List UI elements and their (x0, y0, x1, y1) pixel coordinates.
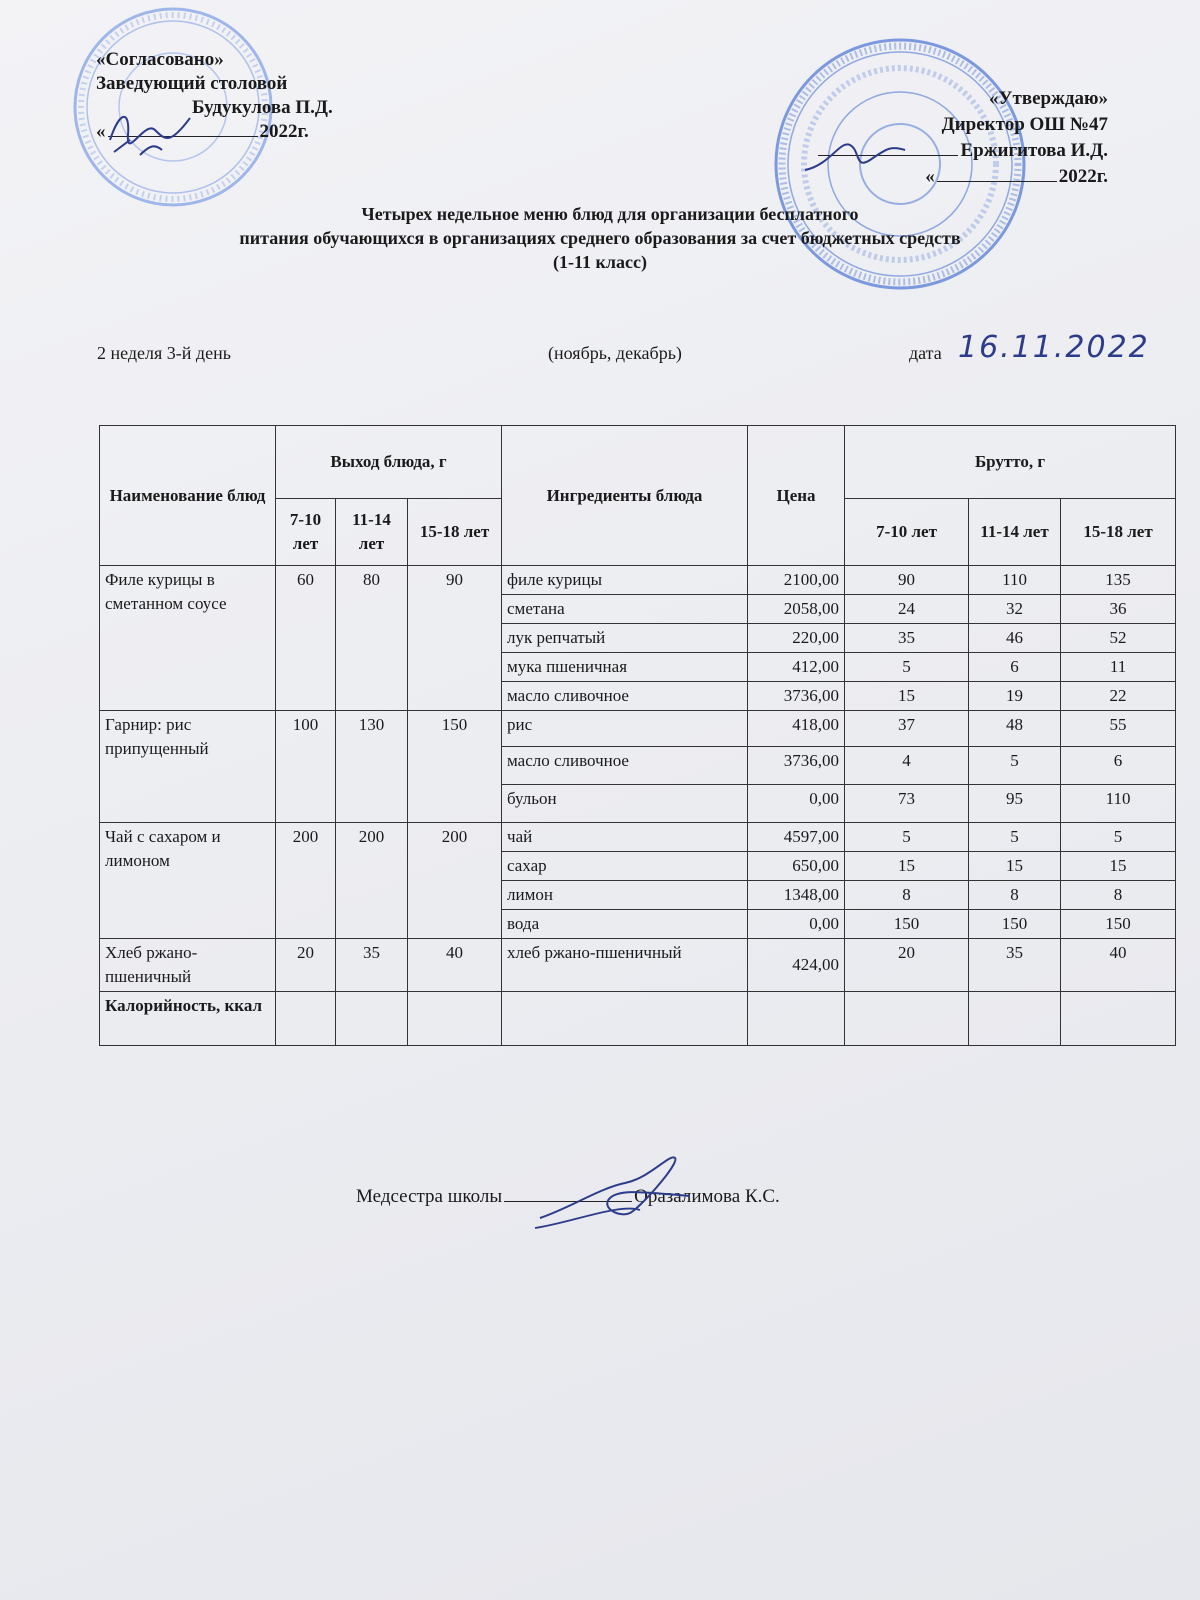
gross-value: 55 (1061, 711, 1176, 747)
ingredient-price: 4597,00 (748, 823, 845, 852)
ingredient-name: лимон (502, 881, 748, 910)
menu-table (99, 425, 1176, 1046)
header-yield-age: 7-10 лет (276, 499, 336, 566)
gross-value: 110 (1061, 785, 1176, 823)
gross-value: 150 (969, 910, 1061, 939)
calories-label: Калорийность, ккал (100, 992, 276, 1046)
yield-value: 60 (276, 566, 336, 711)
empty-cell (336, 992, 408, 1046)
gross-value: 90 (845, 566, 969, 595)
dish-name: Чай с сахаром и лимоном (100, 823, 276, 939)
ingredient-name: филе курицы (502, 566, 748, 595)
table-row (100, 823, 1176, 852)
period: (ноябрь, декабрь) (548, 343, 682, 363)
header-row (100, 426, 1176, 499)
yield-value: 150 (408, 711, 502, 823)
empty-cell (408, 992, 502, 1046)
gross-value: 20 (845, 939, 969, 992)
gross-value: 5 (969, 747, 1061, 785)
empty-cell (1061, 992, 1176, 1046)
gross-value: 35 (845, 624, 969, 653)
approval-name: Будукулова П.Д. (192, 97, 333, 118)
table-row (100, 711, 1176, 747)
header-gross-age: 11-14 лет (969, 499, 1061, 566)
ingredient-price: 424,00 (748, 939, 845, 992)
gross-value: 73 (845, 785, 969, 823)
gross-value: 4 (845, 747, 969, 785)
gross-value: 11 (1061, 653, 1176, 682)
dish-name: Гарнир: рис припущенный (100, 711, 276, 823)
empty-cell (845, 992, 969, 1046)
gross-value: 95 (969, 785, 1061, 823)
left-signature (100, 100, 220, 160)
yield-value: 80 (336, 566, 408, 711)
ingredient-name: бульон (502, 785, 748, 823)
nurse-signature (530, 1148, 700, 1238)
gross-value: 5 (1061, 823, 1176, 852)
yield-value: 35 (336, 939, 408, 992)
header-ingredients: Ингредиенты блюда (502, 426, 748, 566)
gross-value: 32 (969, 595, 1061, 624)
gross-value: 15 (969, 852, 1061, 881)
gross-value: 6 (969, 653, 1061, 682)
gross-value: 15 (1061, 852, 1176, 881)
week-day: 2 неделя 3-й день (97, 343, 231, 363)
header-dish: Наименование блюд (100, 426, 276, 566)
date-quote: « (96, 121, 106, 142)
gross-value: 150 (1061, 910, 1176, 939)
ingredient-price: 0,00 (748, 910, 845, 939)
yield-value: 200 (276, 823, 336, 939)
menu-title (0, 202, 1200, 274)
yield-value: 200 (336, 823, 408, 939)
ingredient-price: 0,00 (748, 785, 845, 823)
yield-value: 130 (336, 711, 408, 823)
approval-name: Ержигитова И.Д. (960, 140, 1108, 161)
header-gross-age: 15-18 лет (1061, 499, 1176, 566)
header-yield: Выход блюда, г (276, 426, 502, 499)
header-yield-age: 15-18 лет (408, 499, 502, 566)
gross-value: 52 (1061, 624, 1176, 653)
gross-value: 8 (1061, 881, 1176, 910)
ingredient-price: 412,00 (748, 653, 845, 682)
gross-value: 8 (969, 881, 1061, 910)
gross-value: 15 (845, 852, 969, 881)
ingredient-name: чай (502, 823, 748, 852)
approval-year: 2022г. (1058, 166, 1108, 187)
ingredient-name: вода (502, 910, 748, 939)
ingredient-name: мука пшеничная (502, 653, 748, 682)
yield-value: 40 (408, 939, 502, 992)
yield-value: 20 (276, 939, 336, 992)
approval-position: Директор ОШ №47 (941, 114, 1108, 135)
ingredient-name: масло сливочное (502, 747, 748, 785)
yield-value: 200 (408, 823, 502, 939)
gross-value: 35 (969, 939, 1061, 992)
empty-cell (502, 992, 748, 1046)
title-line-3: (1-11 класс) (553, 252, 647, 272)
table-row (100, 566, 1176, 595)
gross-value: 5 (969, 823, 1061, 852)
calories-row (100, 992, 1176, 1046)
gross-value: 37 (845, 711, 969, 747)
header-yield-age: 11-14 лет (336, 499, 408, 566)
ingredient-price: 650,00 (748, 852, 845, 881)
ingredient-name: рис (502, 711, 748, 747)
yield-value: 100 (276, 711, 336, 823)
approval-year: 2022г. (259, 121, 309, 142)
gross-value: 6 (1061, 747, 1176, 785)
nurse-name: Оразалимова К.С. (634, 1186, 780, 1207)
ingredient-name: сахар (502, 852, 748, 881)
dish-name: Хлеб ржано-пшеничный (100, 939, 276, 992)
right-signature (800, 130, 910, 180)
yield-value: 90 (408, 566, 502, 711)
gross-value: 24 (845, 595, 969, 624)
header-price: Цена (748, 426, 845, 566)
gross-value: 135 (1061, 566, 1176, 595)
handwritten-date: 16.11.2022 (958, 330, 1150, 365)
title-line-1: Четырех недельное меню блюд для организации бесплатного (361, 204, 859, 224)
gross-value: 22 (1061, 682, 1176, 711)
ingredient-price: 3736,00 (748, 747, 845, 785)
ingredient-price: 2100,00 (748, 566, 845, 595)
header-gross-age: 7-10 лет (845, 499, 969, 566)
ingredient-price: 2058,00 (748, 595, 845, 624)
gross-value: 36 (1061, 595, 1176, 624)
title-line-2: питания обучающихся в организациях среднего образования за счет бюджетных средств (239, 228, 961, 248)
empty-cell (969, 992, 1061, 1046)
date-blank (937, 165, 1057, 182)
approval-heading: «Утверждаю» (989, 88, 1108, 109)
approval-position: Заведующий столовой (96, 73, 288, 94)
empty-cell (276, 992, 336, 1046)
gross-value: 15 (845, 682, 969, 711)
gross-value: 19 (969, 682, 1061, 711)
gross-value: 8 (845, 881, 969, 910)
header-gross: Брутто, г (845, 426, 1176, 499)
gross-value: 110 (969, 566, 1061, 595)
gross-value: 46 (969, 624, 1061, 653)
ingredient-name: лук репчатый (502, 624, 748, 653)
ingredient-price: 1348,00 (748, 881, 845, 910)
gross-value: 48 (969, 711, 1061, 747)
ingredient-price: 220,00 (748, 624, 845, 653)
gross-value: 5 (845, 823, 969, 852)
dish-name: Филе курицы в сметанном соусе (100, 566, 276, 711)
gross-value: 40 (1061, 939, 1176, 992)
nurse-role: Медсестра школы (356, 1186, 503, 1207)
date-label: дата (909, 343, 942, 363)
date-quote: « (925, 166, 935, 187)
ingredient-name: сметана (502, 595, 748, 624)
ingredient-price: 418,00 (748, 711, 845, 747)
gross-value: 150 (845, 910, 969, 939)
ingredient-price: 3736,00 (748, 682, 845, 711)
approval-heading: «Согласовано» (96, 49, 224, 70)
ingredient-name: хлеб ржано-пшеничный (502, 939, 748, 992)
gross-value: 5 (845, 653, 969, 682)
table-row (100, 939, 1176, 992)
ingredient-name: масло сливочное (502, 682, 748, 711)
empty-cell (748, 992, 845, 1046)
